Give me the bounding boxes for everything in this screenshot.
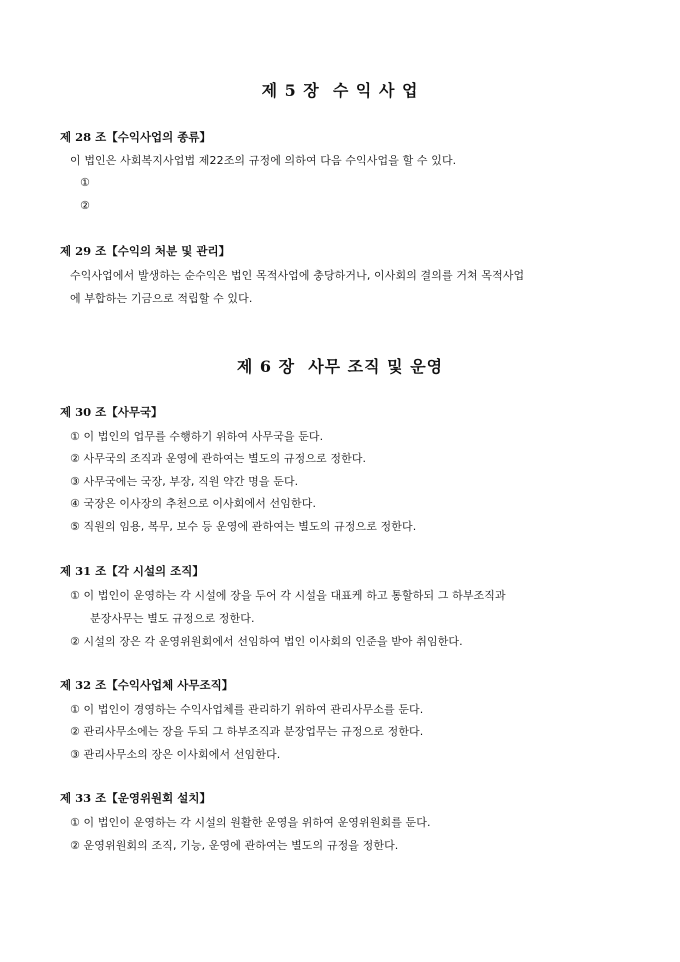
article-30-item: ③ 사무국에는 국장, 부장, 직원 약간 명을 둔다. bbox=[70, 475, 299, 488]
article-28-line: 이 법인은 사회복지사업법 제22조의 규정에 의하여 다음 수익사업을 할 수 있다. bbox=[70, 154, 457, 167]
article-33-heading: 제 33 조【운영위원회 설치】 bbox=[60, 791, 211, 805]
article-28-item-1: ① bbox=[80, 176, 90, 189]
article-32-item: ③ 관리사무소의 장은 이사회에서 선임한다. bbox=[70, 748, 281, 761]
article-32-heading: 제 32 조【수익사업체 사무조직】 bbox=[60, 678, 234, 692]
article-29-line: 에 부합하는 기금으로 적립할 수 있다. bbox=[70, 292, 253, 305]
article-32-item: ① 이 법인이 경영하는 수익사업체를 관리하기 위하여 관리사무소를 둔다. bbox=[70, 703, 424, 716]
article-33-item: ① 이 법인이 운영하는 각 시설의 원활한 운영을 위하여 운영위원회를 둔다. bbox=[70, 816, 431, 829]
article-31-item: ② 시설의 장은 각 운영위원회에서 선임하여 법인 이사회의 인준을 받아 취임한다. bbox=[70, 635, 463, 648]
chapter-6-title: 제 6 장 사무 조직 및 운영 bbox=[236, 357, 444, 376]
article-30-item: ④ 국장은 이사장의 추천으로 이사회에서 선임한다. bbox=[70, 497, 317, 510]
article-28-heading: 제 28 조【수익사업의 종류】 bbox=[60, 130, 211, 144]
article-28-item-2: ② bbox=[80, 199, 90, 212]
article-33-item: ② 운영위원회의 조직, 기능, 운영에 관하여는 별도의 규정을 정한다. bbox=[70, 839, 399, 852]
article-32-item: ② 관리사무소에는 장을 두되 그 하부조직과 분장업무는 규정으로 정한다. bbox=[70, 725, 424, 738]
article-30-item: ① 이 법인의 업무를 수행하기 위하여 사무국을 둔다. bbox=[70, 430, 324, 443]
article-30-item: ⑤ 직원의 임용, 복무, 보수 등 운영에 관하여는 별도의 규정으로 정한다. bbox=[70, 520, 417, 533]
article-30-item: ② 사무국의 조직과 운영에 관하여는 별도의 규정으로 정한다. bbox=[70, 452, 367, 465]
article-30-heading: 제 30 조【사무국】 bbox=[60, 405, 163, 419]
article-29-line: 수익사업에서 발생하는 순수익은 법인 목적사업에 충당하거나, 이사회의 결의를 거쳐 목적사업 bbox=[70, 269, 525, 282]
article-31-heading: 제 31 조【각 시설의 조직】 bbox=[60, 564, 204, 578]
article-29-heading: 제 29 조【수익의 처분 및 관리】 bbox=[60, 244, 231, 258]
article-31-item: ① 이 법인이 운영하는 각 시설에 장을 두어 각 시설을 대표케 하고 통할하되 그 하부조직과 bbox=[70, 589, 506, 602]
article-31-item-continued: 분장사무는 별도 규정으로 정한다. bbox=[90, 612, 255, 625]
chapter-5-title: 제 5 장 수 익 사 업 bbox=[261, 81, 419, 100]
